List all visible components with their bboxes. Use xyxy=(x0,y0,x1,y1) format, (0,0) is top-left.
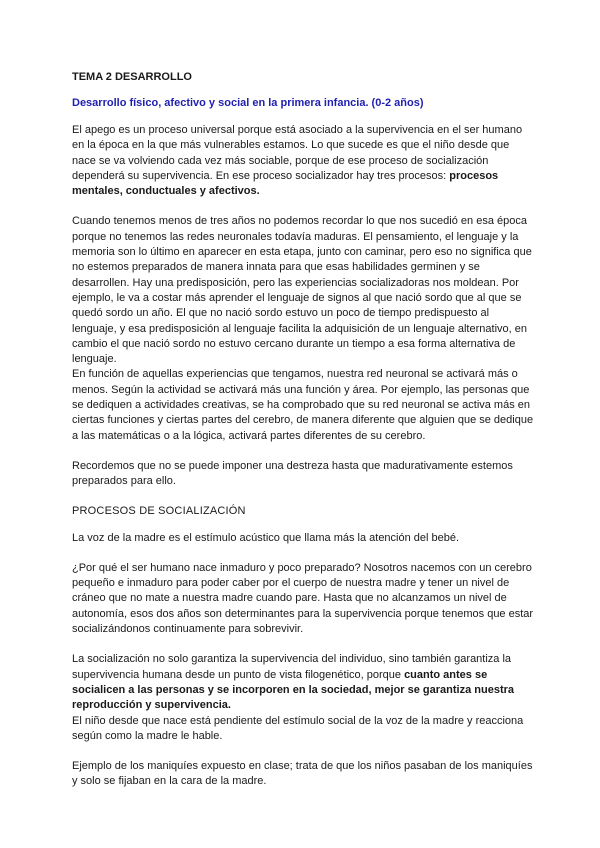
paragraph: Ejemplo de los maniquíes expuesto en clase; trata de que los niños pasaban de los maniquíes y solo se fijaban en la cara de la madre. xyxy=(72,760,533,788)
paragraph: El niño desde que nace está pendiente del estímulo social de la voz de la madre y reacciona según como la madre le hable. xyxy=(72,714,524,742)
paragraph: El apego es un proceso universal porque está asociado a la supervivencia en el ser humano en la época en la que más vulnerables estamos. Lo que sucede es que el niño desde que nace se va volviendo cada vez más sociable, porque de ese proceso de socialización dependerá su supervivencia. En ese proceso socializador hay tres procesos: procesos mentales, conductuales y afectivos. xyxy=(72,124,523,198)
paragraph: La voz de la madre es el estímulo acústico que llama más la atención del bebé. xyxy=(72,531,460,544)
section-title: PROCESOS DE SOCIALIZACIÓN xyxy=(72,504,246,517)
document-subtitle: Desarrollo físico, afectivo y social en la primera infancia. (0-2 años) xyxy=(72,97,424,109)
paragraph: Recordemos que no se puede imponer una destreza hasta que madurativamente estemos preparados para ello. xyxy=(72,459,513,488)
document-body xyxy=(72,71,534,790)
paragraph: En función de aquellas experiencias que tengamos, nuestra red neuronal se activará más o menos. Según la actividad se activará más una función y área. Por ejemplo, las personas que se dediquen a actividades creativas, se ha comprobado que su red neuronal se activa más en ciertas funciones y ciertas partes del cerebro, de manera diferente que alguien que se dedique a las matemáticas o a la lógica, activará partes diferentes de su cerebro. xyxy=(72,368,534,442)
document-title: TEMA 2 DESARROLLO xyxy=(72,71,192,83)
paragraph: La socialización no solo garantiza la supervivencia del individuo, sino también garantiza la supervivencia humana desde un punto de vista filogenético, porque cuanto antes se socialicen a las personas y se incorporen en la sociedad, mejor se garantiza nuestra reproducción y supervivencia. xyxy=(72,653,515,712)
paragraph: Cuando tenemos menos de tres años no podemos recordar lo que nos sucedió en esa época porque no tenemos las redes neuronales todavía maduras. El pensamiento, el lenguaje y la memoria son lo último en aparecer en esta etapa, junto con caminar, pero eso no significa que no estemos preparados de manera innata para que esas habilidades germinen y se desarrollen. Hay una predisposición, pero las experiencias socializadoras nos moldean. Por ejemplo, le va a costar más aprender el lenguaje de signos al que nació sordo que al que se quedó sordo un año. El que no nació sordo estuvo un poco de tiempo predispuesto al lenguaje, y esa predisposición al lenguaje facilita la adquisición de un lenguaje alternativo, en cambio el que nació sordo no estuvo cercano durante un tiempo a esa forma alternativa de lenguaje. xyxy=(72,215,532,366)
paragraph: ¿Por qué el ser humano nace inmaduro y poco preparado? Nosotros nacemos con un cerebro pequeño e inmaduro para poder caber por el cuerpo de nuestra madre y tener un nivel de cráneo que no mate a nuestra madre cuando pare. Hasta que no alcanzamos un nivel de autonomía, esos dos años son determinantes para la supervivencia porque tenemos que estar socializándonos continuamente para sobrevivir. xyxy=(72,561,534,636)
